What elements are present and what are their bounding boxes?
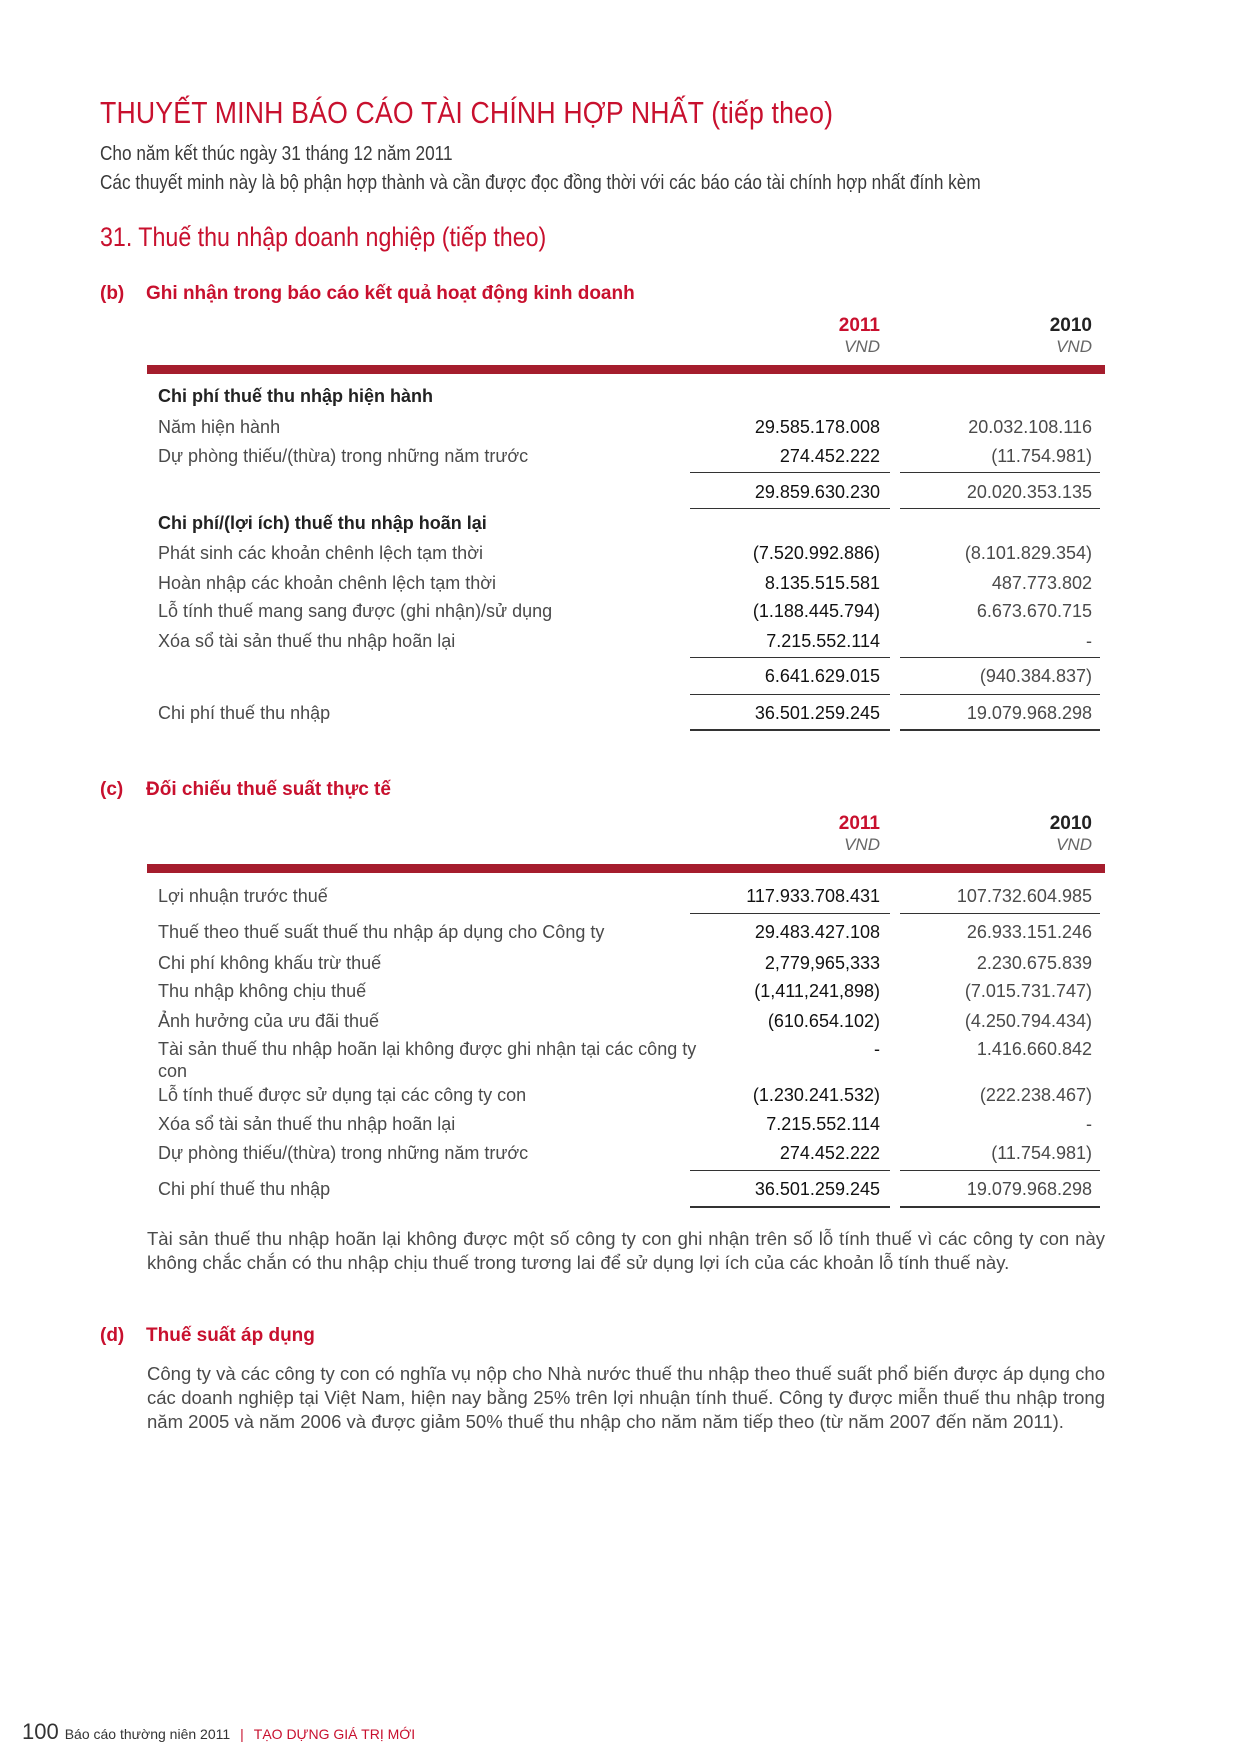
table-row-label: Năm hiện hành [158,417,281,437]
section-b-currency-2011: VND [844,337,880,356]
report-name: Báo cáo thường niên 2011 [64,1726,231,1742]
rule-2010 [900,694,1100,695]
table-cell-2011: 2,779,965,333 [764,953,880,973]
table-row-label: Xóa sổ tài sản thuế thu nhập hoãn lại [158,631,456,651]
table-row-label: Thu nhập không chịu thuế [158,981,367,1001]
page-number: 100 [22,1719,59,1744]
section-d-title: Thuế suất áp dụng [146,1325,315,1346]
rule-2011 [690,657,890,658]
table-cell-2010: 20.032.108.116 [968,417,1092,437]
table-cell-2011: 29.483.427.108 [754,922,880,942]
profit-2011: 117.933.708.431 [746,886,880,906]
total-label: Chi phí thuế thu nhập [158,1179,331,1199]
profit-label: Lợi nhuận trước thuế [158,886,328,906]
section-d-text: Công ty và các công ty con có nghĩa vụ nộp cho Nhà nước thuế thu nhập theo thuế suất phổ biến được áp dụng cho các doanh nghiệp tại Việt Nam, hiện nay bằng 25% trên lợi nhuận tính thuế. Công ty được miễn thuế thu nhập trong năm 2005 và năm 2006 và được giảm 50% thuế thu nhập cho năm năm tiếp theo (từ năm 2007 đến năm 2011). [147,1363,1105,1432]
table-row-label: Lỗ tính thuế được sử dụng tại các công ty con [158,1085,527,1105]
double-rule-2010 [900,1206,1100,1208]
section-c-note: Tài sản thuế thu nhập hoãn lại không được một số công ty con ghi nhận trên số lỗ tính thuế vì các công ty con này không chắc chắn có thu nhập chịu thuế trong tương lai để sử dụng lợi ích của các khoản lỗ tính thuế này. [147,1228,1105,1273]
total-2011: 36.501.259.245 [754,703,880,723]
table-cell-2010: 26.933.151.246 [966,922,1092,942]
table-cell-2010: (7.015.731.747) [964,981,1092,1001]
section-c-year-2011: 2011 [838,813,880,834]
section-c-letter: (c) [100,779,124,800]
table-cell-2010: - [1086,1114,1092,1134]
table-row-label: Thuế theo thuế suất thuế thu nhập áp dụng cho Công ty [158,922,605,942]
total-2010: 19.079.968.298 [966,1179,1092,1199]
section-b-year-2010: 2010 [1049,315,1092,336]
table-row-label: Chi phí không khấu trừ thuế [158,953,382,973]
rule-2010 [900,913,1100,914]
table-row-label: Dự phòng thiếu/(thừa) trong những năm trước [158,446,529,466]
table-cell-2011: (1,411,241,898) [754,981,880,1001]
section-b-group1-title: Chi phí thuế thu nhập hiện hành [158,386,433,406]
page-subtitle: Cho năm kết thúc ngày 31 tháng 12 năm 2011 [100,143,453,165]
table-cell-2011: (1.230.241.532) [752,1085,880,1105]
table-cell-2010: (11.754.981) [991,1143,1092,1163]
rule-2011 [690,913,890,914]
rule-2010 [900,1170,1100,1171]
total-label: Chi phí thuế thu nhập [158,703,331,723]
table-row-label: Hoàn nhập các khoản chênh lệch tạm thời [158,573,497,593]
double-rule-2010 [900,729,1100,731]
table-cell-2010: 6.673.670.715 [976,601,1092,621]
section-c-title: Đối chiếu thuế suất thực tế [146,779,391,800]
rule-2011 [690,508,890,509]
section-b-year-2011: 2011 [838,315,880,336]
rule-2011 [690,694,890,695]
section-b-group2-title: Chi phí/(lợi ích) thuế thu nhập hoãn lại [158,513,487,533]
table-cell-2010: (8.101.829.354) [964,543,1092,563]
table-cell-2010: 2.230.675.839 [976,953,1092,973]
table-cell-2010: 487.773.802 [991,573,1092,593]
page-footer [22,1719,415,1745]
table-cell-2011: (1.188.445.794) [752,601,880,621]
table-cell-2010: (4.250.794.434) [964,1011,1092,1031]
subtotal-2010: 20.020.353.135 [966,482,1092,502]
double-rule-2011 [690,1206,890,1208]
double-rule-2011 [690,729,890,731]
rule-2010 [900,508,1100,509]
section-c-heading [100,779,391,801]
table-row-label: Lỗ tính thuế mang sang được (ghi nhận)/sử dụng [158,601,553,621]
subtotal-2011: 6.641.629.015 [764,666,880,686]
section-d-heading [100,1325,315,1347]
footer-tagline: TẠO DỰNG GIÁ TRỊ MỚI [253,1726,416,1742]
table-row-label: Ảnh hưởng của ưu đãi thuế [158,1011,380,1031]
table-cell-2011: 7.215.552.114 [766,631,880,651]
section-b-title: Ghi nhận trong báo cáo kết quả hoạt động kinh doanh [146,283,635,304]
table-cell-2011: (610.654.102) [767,1011,880,1031]
rule-2011 [690,1170,890,1171]
rule-2010 [900,657,1100,658]
section-c-currency-2010: VND [1056,835,1092,854]
table-cell-2011: 274.452.222 [779,1143,880,1163]
section-c-header-bar [147,864,1105,873]
section-c-currency-2011: VND [844,835,880,854]
table-cell-2010: (222.238.467) [979,1085,1092,1105]
rule-2010 [900,472,1100,473]
table-cell-2011: 8.135.515.581 [764,573,880,593]
section-b-letter: (b) [100,283,125,304]
page-subtitle-note: Các thuyết minh này là bộ phận hợp thành và cần được đọc đồng thời với các báo cáo tài chính hợp nhất đính kèm [100,172,981,194]
table-cell-2011: 7.215.552.114 [766,1114,880,1134]
section-b-currency-2010: VND [1056,337,1092,356]
note-title: 31. Thuế thu nhập doanh nghiệp (tiếp theo) [100,222,547,252]
table-cell-2011: (7.520.992.886) [752,543,880,563]
table-row-label: Phát sinh các khoản chênh lệch tạm thời [158,543,483,563]
table-cell-2011: 29.585.178.008 [754,417,880,437]
table-row-label: Tài sản thuế thu nhập hoãn lại không được ghi nhận tại các công ty con [158,1039,697,1081]
profit-2010: 107.732.604.985 [956,886,1092,906]
section-d-letter: (d) [100,1325,125,1346]
table-row-label: Xóa sổ tài sản thuế thu nhập hoãn lại [158,1114,456,1134]
subtotal-2011: 29.859.630.230 [754,482,880,502]
table-cell-2011: 274.452.222 [779,446,880,466]
subtotal-2010: (940.384.837) [979,666,1092,686]
total-2011: 36.501.259.245 [754,1179,880,1199]
total-2010: 19.079.968.298 [966,703,1092,723]
table-row-label: Dự phòng thiếu/(thừa) trong những năm trước [158,1143,529,1163]
footer-separator: | [240,1726,244,1742]
page-title: THUYẾT MINH BÁO CÁO TÀI CHÍNH HỢP NHẤT (tiếp theo) [100,95,834,130]
table-cell-2010: (11.754.981) [991,446,1092,466]
table-cell-2011: - [874,1039,880,1059]
section-b-heading [100,283,635,305]
table-cell-2010: 1.416.660.842 [976,1039,1092,1059]
section-b-header-bar [147,365,1105,374]
table-cell-2010: - [1086,631,1092,651]
section-c-year-2010: 2010 [1049,813,1092,834]
rule-2011 [690,472,890,473]
